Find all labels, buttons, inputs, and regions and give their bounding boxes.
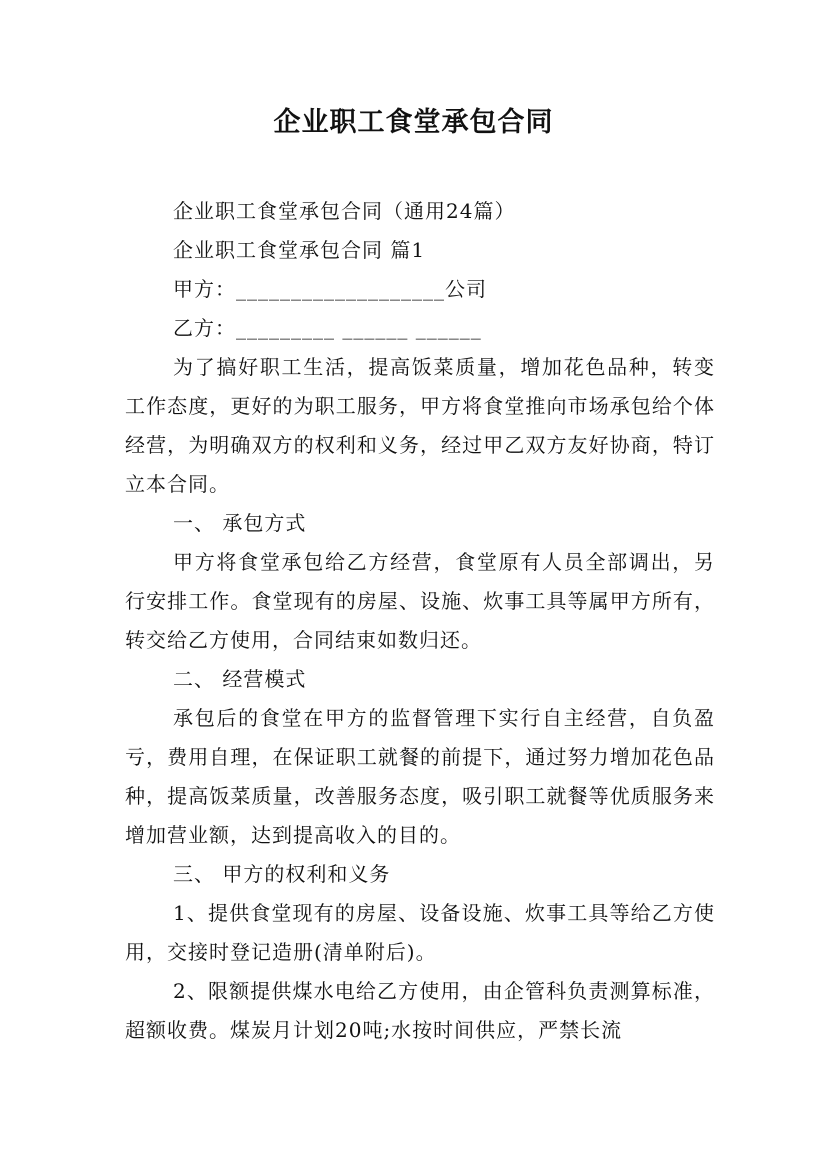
section-3-item-2: 2、限额提供煤水电给乙方使用，由企管科负责测算标准，超额收费。煤炭月计划20吨;水按时间供应，严禁长流	[125, 979, 715, 1042]
section-heading-3: 三、 甲方的权利和义务	[173, 862, 391, 886]
section-heading-2: 二、 经营模式	[173, 667, 307, 691]
document-body	[125, 192, 715, 1050]
section-1-paragraph: 甲方将食堂承包给乙方经营，食堂原有人员全部调出，另行安排工作。食堂现有的房屋、设施、炊事工具等属甲方所有，转交给乙方使用，合同结束如数归还。	[125, 550, 715, 652]
document-subtitle: 企业职工食堂承包合同（通用24篇）	[173, 199, 516, 223]
party-a-line: 甲方：___________________公司	[173, 277, 487, 301]
section-3-item-1: 1、提供食堂现有的房屋、设备设施、炊事工具等给乙方使用，交接时登记造册(清单附后)。	[125, 901, 715, 964]
section-heading-part-1: 企业职工食堂承包合同 篇1	[173, 238, 426, 262]
party-b-line: 乙方：_________ ______ ______	[173, 316, 482, 340]
document-title: 企业职工食堂承包合同	[273, 107, 554, 138]
section-2-paragraph: 承包后的食堂在甲方的监督管理下实行自主经营，自负盈亏，费用自理，在保证职工就餐的前提下，通过努力增加花色品种，提高饭菜质量，改善服务态度，吸引职工就餐等优质服务来增加营业额，达到提高收入的目的。	[125, 706, 715, 847]
intro-paragraph: 为了搞好职工生活，提高饭菜质量，增加花色品种，转变工作态度，更好的为职工服务，甲方将食堂推向市场承包给个体经营，为明确双方的权利和义务，经过甲乙双方友好协商，特订立本合同。	[125, 355, 715, 496]
section-heading-1: 一、 承包方式	[173, 511, 307, 535]
